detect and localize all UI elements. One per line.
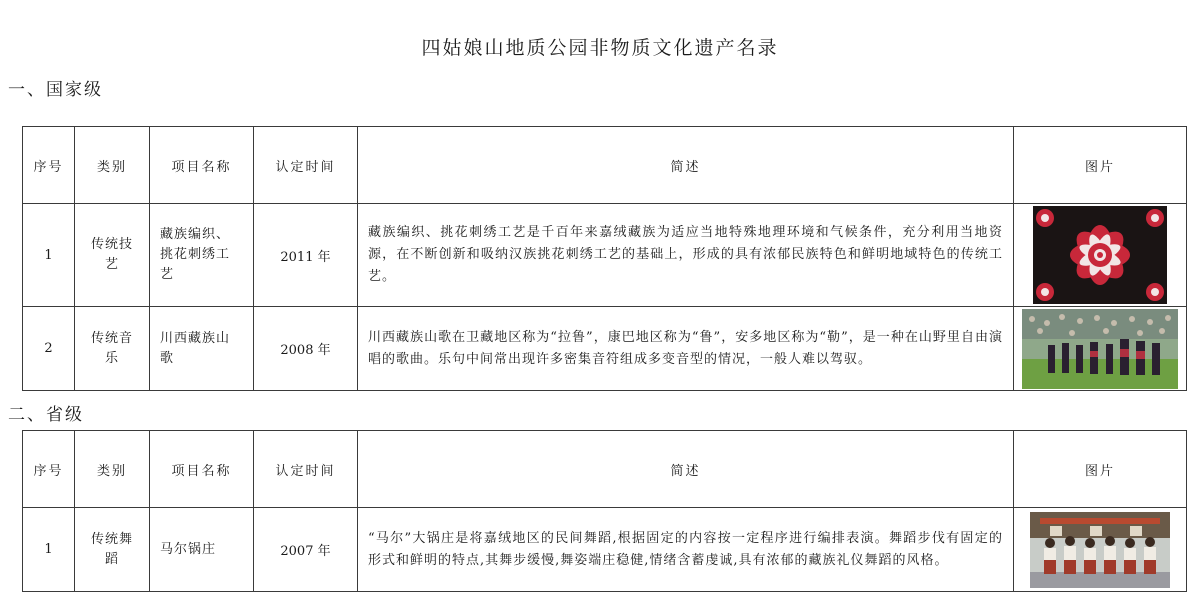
header-desc: 简述 xyxy=(358,431,1014,508)
cell-category: 传统舞蹈 xyxy=(75,508,150,592)
header-name: 项目名称 xyxy=(150,431,254,508)
national-heritage-table xyxy=(22,126,1187,391)
cell-category: 传统音乐 xyxy=(75,307,150,391)
table-row xyxy=(23,508,1187,592)
cell-no: 1 xyxy=(23,508,75,592)
embroidery-photo xyxy=(1033,206,1167,304)
table-header-row xyxy=(23,431,1187,508)
header-year: 认定时间 xyxy=(254,127,358,204)
cell-desc: 川西藏族山歌在卫藏地区称为“拉鲁”，康巴地区称为“鲁”，安多地区称为“勒”，是一种在山野里自由演唱的歌曲。乐句中间常出现许多密集音符组成多变音型的情况，一般人难以驾驭。 xyxy=(358,307,1014,391)
cell-category: 传统技艺 xyxy=(75,204,150,307)
cell-year: 2008 年 xyxy=(254,307,358,391)
section-heading-national: 一、国家级 xyxy=(8,80,103,100)
cell-desc: “马尔”大锅庄是将嘉绒地区的民间舞蹈,根据固定的内容按一定程序进行编排表演。舞蹈步伐有固定的形式和鲜明的特点,其舞步缓慢,舞姿端庄稳健,情绪含蓄虔诚,具有浓郁的藏族礼仪舞蹈的风格。 xyxy=(358,508,1014,592)
header-image: 图片 xyxy=(1014,127,1187,204)
header-no: 序号 xyxy=(23,127,75,204)
cell-image xyxy=(1014,508,1187,592)
table-row xyxy=(23,307,1187,391)
cell-image xyxy=(1014,307,1187,391)
folk-song-performance-photo xyxy=(1022,309,1178,389)
cell-name: 马尔锅庄 xyxy=(150,508,254,592)
cell-name: 藏族编织、挑花刺绣工艺 xyxy=(150,204,254,307)
header-desc: 简述 xyxy=(358,127,1014,204)
cell-name: 川西藏族山歌 xyxy=(150,307,254,391)
section-heading-provincial: 二、省级 xyxy=(8,405,84,425)
table-row xyxy=(23,204,1187,307)
document-title: 四姑娘山地质公园非物质文化遗产名录 xyxy=(421,37,779,59)
cell-no: 2 xyxy=(23,307,75,391)
header-image: 图片 xyxy=(1014,431,1187,508)
provincial-heritage-table xyxy=(22,430,1187,592)
cell-no: 1 xyxy=(23,204,75,307)
header-name: 项目名称 xyxy=(150,127,254,204)
header-year: 认定时间 xyxy=(254,431,358,508)
header-no: 序号 xyxy=(23,431,75,508)
table-header-row xyxy=(23,127,1187,204)
header-category: 类别 xyxy=(75,127,150,204)
cell-year: 2011 年 xyxy=(254,204,358,307)
cell-image xyxy=(1014,204,1187,307)
header-category: 类别 xyxy=(75,431,150,508)
guozhuang-dance-photo xyxy=(1030,512,1170,588)
cell-desc: 藏族编织、挑花刺绣工艺是千百年来嘉绒藏族为适应当地特殊地理环境和气候条件，充分利用当地资源，在不断创新和吸纳汉族挑花刺绣工艺的基础上，形成的具有浓郁民族特色和鲜明地域特色的传统工艺。 xyxy=(358,204,1014,307)
cell-year: 2007 年 xyxy=(254,508,358,592)
